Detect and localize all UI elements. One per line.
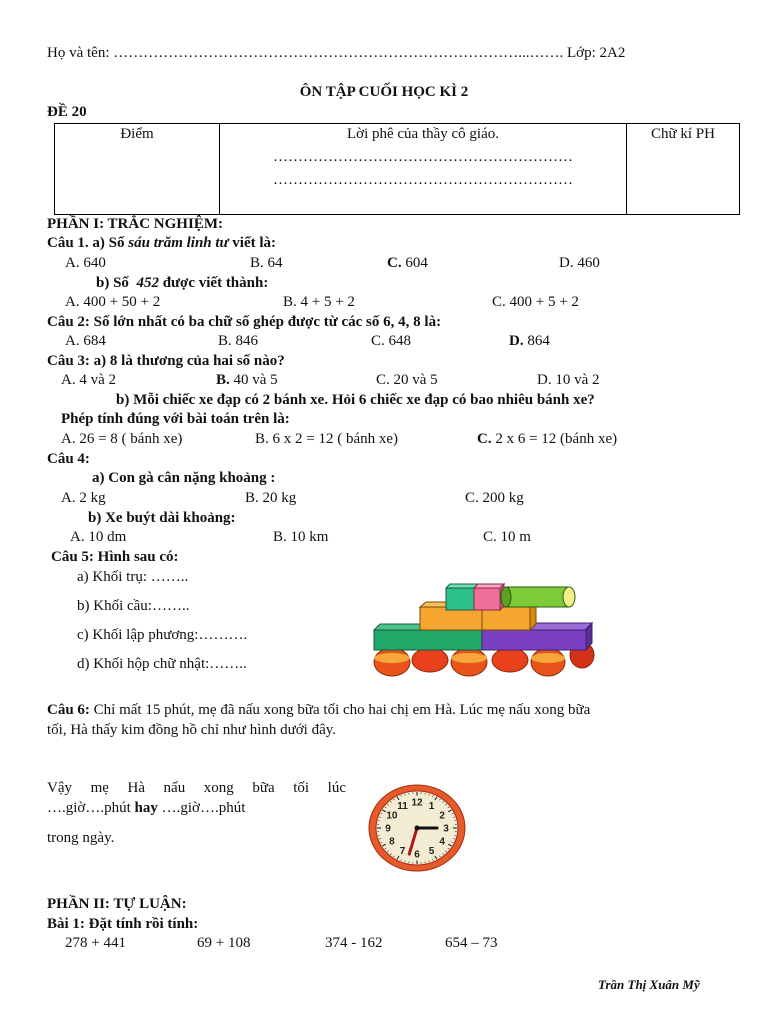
q4b-option-a: A. 10 dm bbox=[70, 529, 127, 545]
q2-option-b: B. 846 bbox=[218, 333, 259, 349]
exam-code: ĐỀ 20 bbox=[47, 104, 87, 120]
calc-4: 654 – 73 bbox=[445, 935, 498, 951]
q2-option-c: C. 648 bbox=[371, 333, 412, 349]
q1b-option-b: B. 4 + 5 + 2 bbox=[283, 294, 355, 310]
clock-number: 1 bbox=[428, 800, 435, 812]
part2-heading: PHẦN II: TỰ LUẬN: bbox=[47, 896, 187, 912]
q4b-text: b) Xe buýt dài khoảng: bbox=[88, 510, 236, 526]
q4a-option-c: C. 200 kg bbox=[465, 490, 524, 506]
q3b-option-a: A. 26 = 8 ( bánh xe) bbox=[61, 431, 183, 447]
q3a-option-c: C. 20 và 5 bbox=[376, 372, 438, 388]
q5-item-d: d) Khối hộp chữ nhật:…….. bbox=[77, 656, 247, 672]
q5-item-b: b) Khối cầu:…….. bbox=[77, 598, 190, 614]
q3a-option-b: B. 40 và 5 bbox=[216, 372, 278, 388]
q1b-text: b) Số 452 được viết thành: bbox=[96, 275, 269, 291]
q3a-option-d: D. 10 và 2 bbox=[537, 372, 600, 388]
clock-number: 12 bbox=[411, 797, 423, 809]
page-title: ÔN TẬP CUỐI HỌC KÌ 2 bbox=[299, 84, 469, 100]
q4b-option-c: C. 10 m bbox=[483, 529, 531, 545]
q5-item-c: c) Khối lập phương:………. bbox=[77, 627, 248, 643]
q1a-option-a: A. 640 bbox=[65, 255, 106, 271]
block-tank-image bbox=[370, 578, 602, 680]
calc-2: 69 + 108 bbox=[197, 935, 251, 951]
q1b-option-a: A. 400 + 50 + 2 bbox=[65, 294, 161, 310]
teacher-comment-cell: Lời phê của thầy cô giáo. …………………………………………………… …………………………………………………… bbox=[220, 124, 627, 215]
calc-3: 374 - 162 bbox=[325, 935, 383, 951]
clock-number: 7 bbox=[399, 846, 406, 858]
calc-1: 278 + 441 bbox=[65, 935, 126, 951]
clock-number: 9 bbox=[385, 823, 391, 835]
score-cell: Điểm bbox=[55, 124, 220, 215]
q3b-subtext: Phép tính đúng với bài toán trên là: bbox=[61, 411, 290, 427]
analog-clock bbox=[367, 783, 467, 873]
q5-item-a: a) Khối trụ: …….. bbox=[77, 569, 189, 585]
q1a-option-c: C. 604 bbox=[387, 255, 428, 271]
part1-heading: PHẦN I: TRẮC NGHIỆM: bbox=[47, 216, 223, 232]
q1a-text: Câu 1. a) Số sáu trăm linh tư viết là: bbox=[47, 235, 277, 251]
q3a-option-a: A. 4 và 2 bbox=[61, 372, 116, 388]
q6-answer-line1: Vậy mẹ Hà nấu xong bữa tối lúc bbox=[47, 780, 346, 796]
q2-text: Câu 2: Số lớn nhất có ba chữ số ghép được từ các số 6, 4, 8 là: bbox=[47, 314, 442, 330]
q6-line1: Câu 6: Chỉ mất 15 phút, mẹ đã nấu xong bữa tối cho hai chị em Hà. Lúc mẹ nấu xong bữa bbox=[47, 702, 591, 718]
q1a-option-b: B. 64 bbox=[250, 255, 283, 271]
clock-center bbox=[415, 826, 420, 831]
clock-number: 2 bbox=[439, 810, 445, 822]
clock-number: 5 bbox=[428, 846, 435, 858]
q1a-option-d: D. 460 bbox=[559, 255, 600, 271]
q3b-option-b: B. 6 x 2 = 12 ( bánh xe) bbox=[255, 431, 399, 447]
q3b-option-c: C. 2 x 6 = 12 (bánh xe) bbox=[477, 431, 618, 447]
q6-answer-line3: trong ngày. bbox=[47, 830, 115, 846]
q1b-option-c: C. 400 + 5 + 2 bbox=[492, 294, 579, 310]
grade-table bbox=[54, 123, 740, 215]
clock-number: 4 bbox=[439, 836, 445, 848]
q2-option-d: D. 864 bbox=[509, 333, 550, 349]
bai1-text: Bài 1: Đặt tính rồi tính: bbox=[47, 916, 199, 932]
parent-signature-cell: Chữ kí PH bbox=[627, 124, 740, 215]
q3b-text: b) Mỗi chiếc xe đạp có 2 bánh xe. Hỏi 6 chiếc xe đạp có bao nhiêu bánh xe? bbox=[116, 392, 595, 408]
q6-line2: tối, Hà thấy kim đồng hồ chỉ như hình dưới đây. bbox=[47, 722, 337, 738]
q6-answer-line2: ….giờ….phút hay ….giờ….phút bbox=[47, 800, 246, 816]
clock-number: 6 bbox=[414, 849, 420, 861]
q4-label: Câu 4: bbox=[47, 451, 90, 467]
name-class-line: Họ và tên: ………………………………………………………………………...……. Lớp: 2A2 bbox=[47, 45, 626, 61]
clock-number: 10 bbox=[386, 810, 398, 822]
clock-number: 3 bbox=[443, 823, 449, 835]
q4b-option-b: B. 10 km bbox=[273, 529, 329, 545]
clock-number: 11 bbox=[397, 800, 408, 812]
q5-label: Câu 5: Hình sau có: bbox=[51, 549, 179, 565]
q4a-text: a) Con gà cân nặng khoảng : bbox=[92, 470, 276, 486]
clock-number: 8 bbox=[389, 836, 395, 848]
q3a-text: Câu 3: a) 8 là thương của hai số nào? bbox=[47, 353, 285, 369]
author-footer: Trần Thị Xuân Mỹ bbox=[598, 977, 700, 992]
q4a-option-a: A. 2 kg bbox=[61, 490, 106, 506]
q2-option-a: A. 684 bbox=[65, 333, 106, 349]
q4a-option-b: B. 20 kg bbox=[245, 490, 297, 506]
